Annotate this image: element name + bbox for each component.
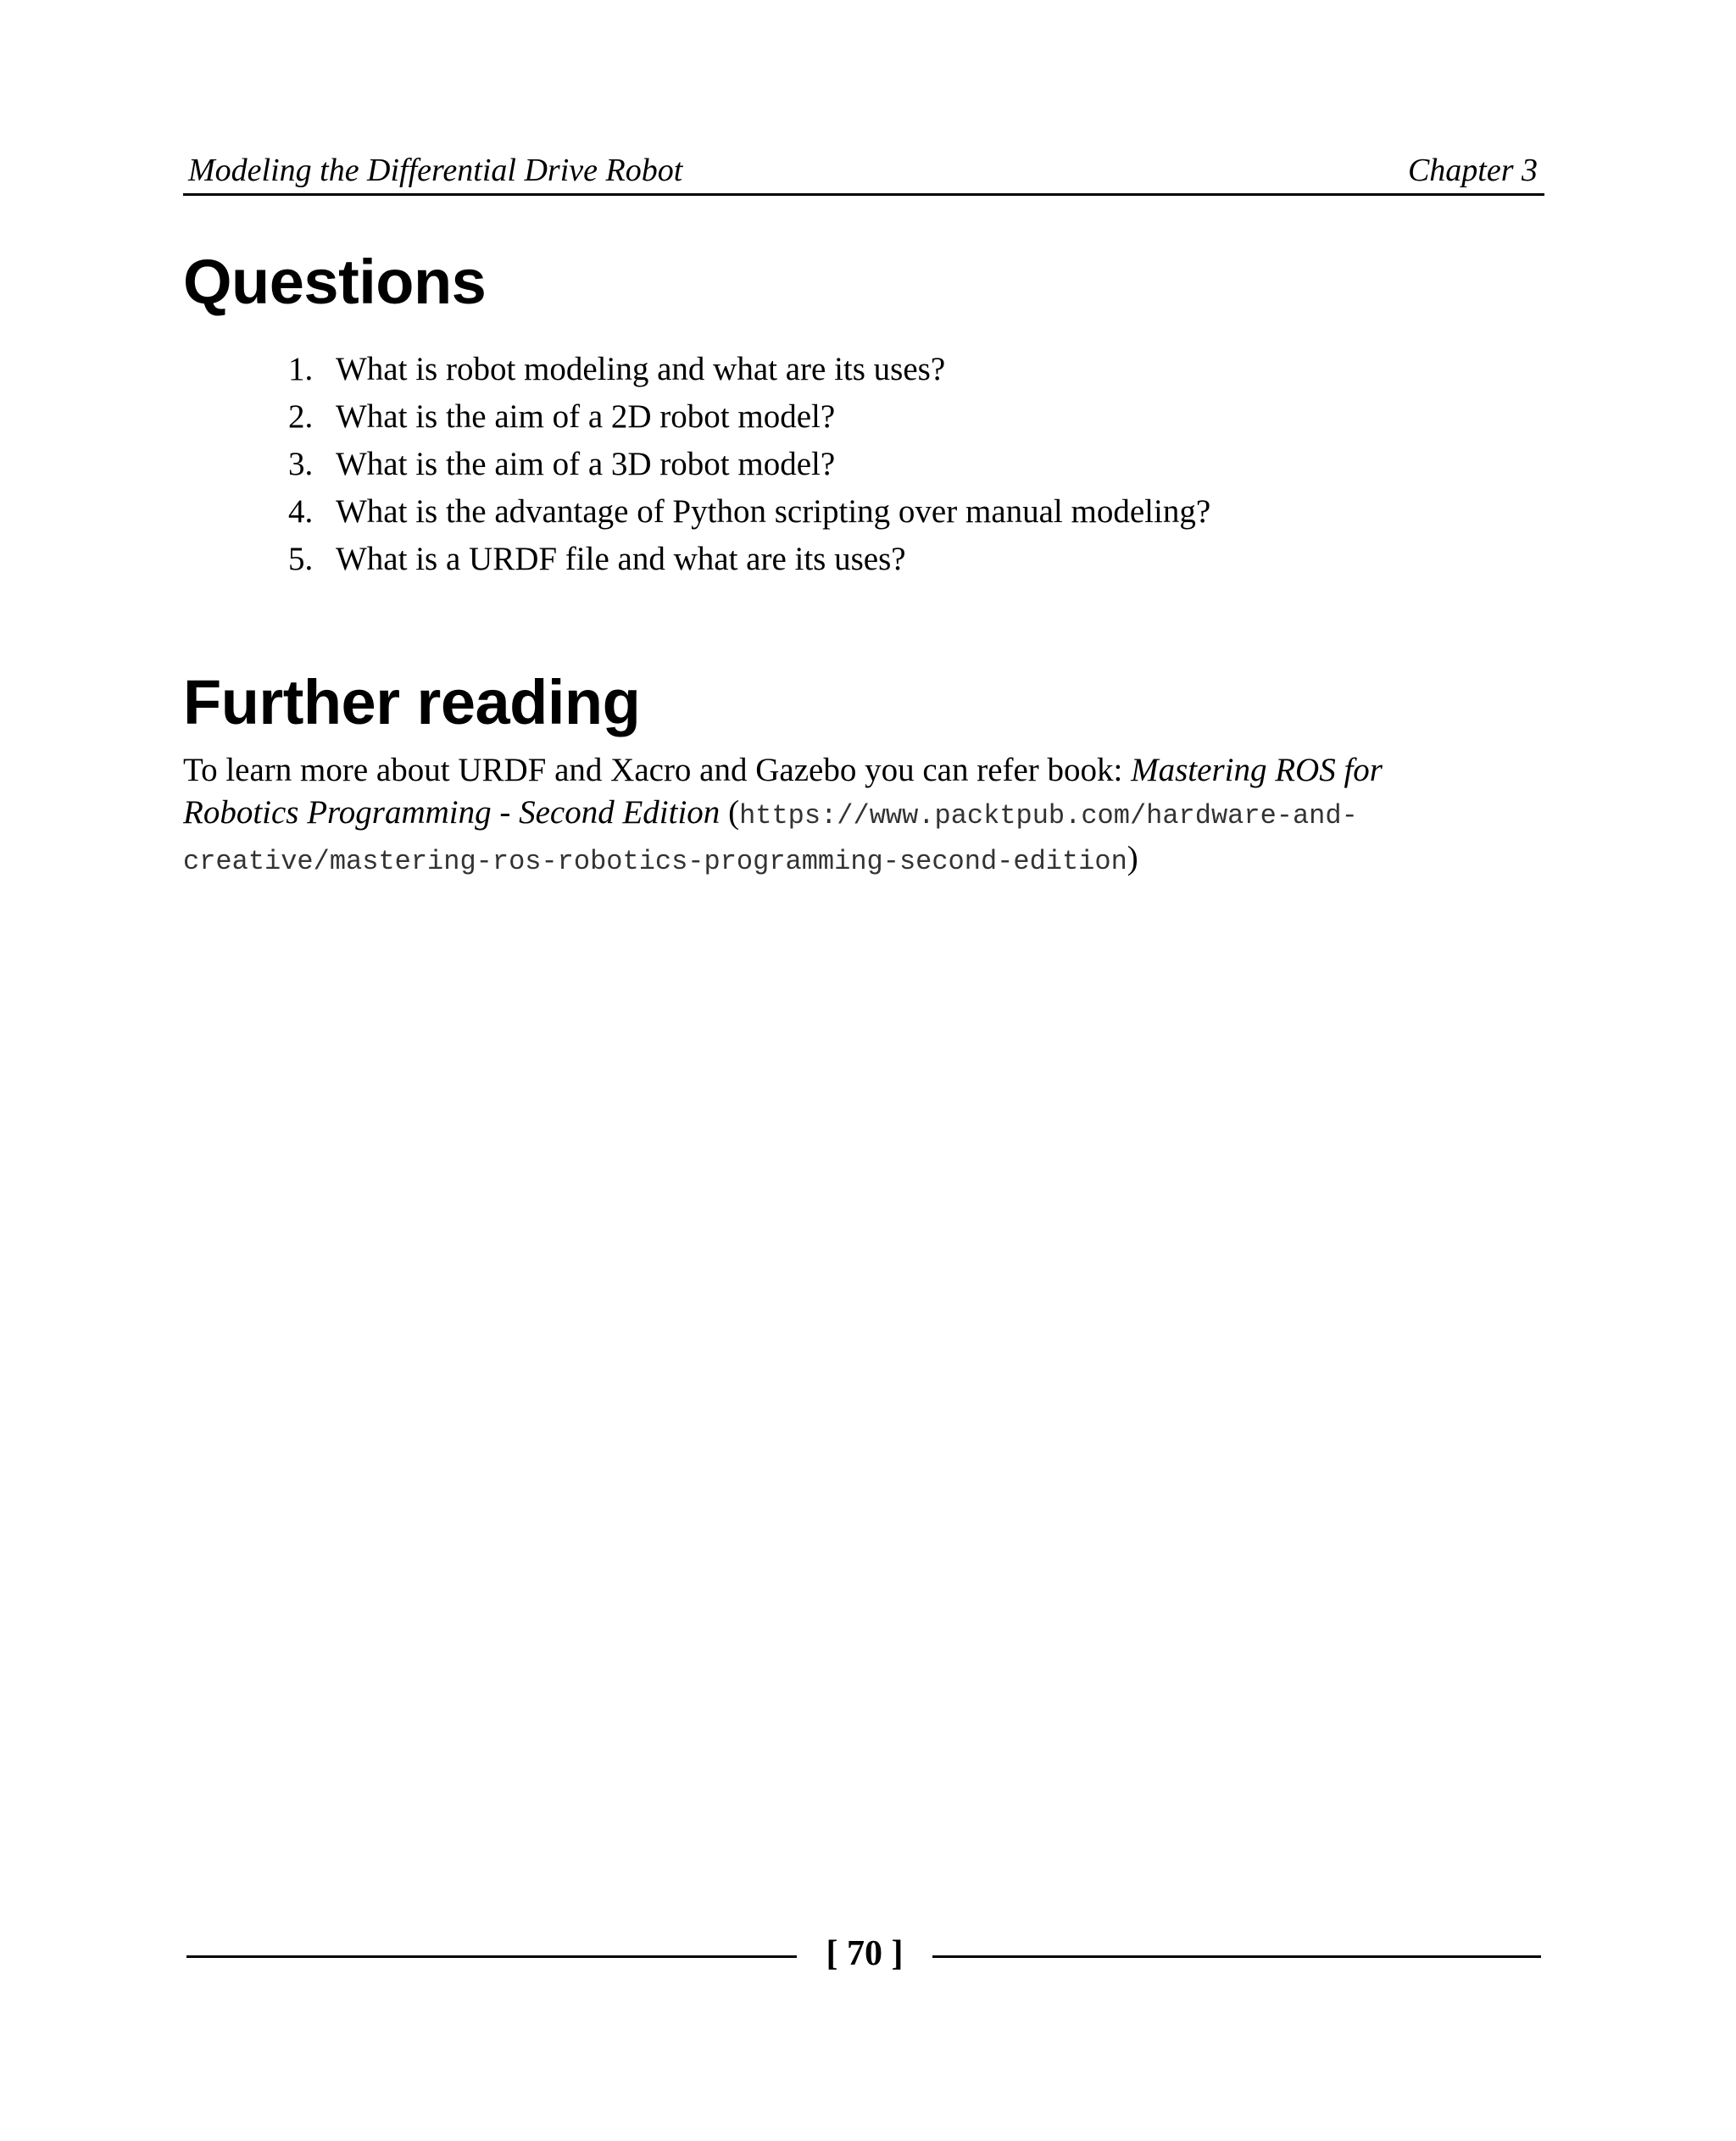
questions-heading: Questions	[183, 247, 487, 317]
list-item-text: What is the aim of a 2D robot model?	[336, 398, 836, 435]
list-item-number: 5.	[288, 541, 314, 577]
further-reading-intro: To learn more about URDF and Xacro and Gazebo you can refer book:	[183, 752, 1132, 788]
paragraph-line-1	[183, 749, 1548, 792]
list-item	[288, 488, 1210, 536]
list-item-text: What is a URDF file and what are its uses?	[336, 541, 906, 577]
list-item	[288, 393, 1210, 441]
list-item	[288, 536, 1210, 583]
book-url-part1[interactable]: https://www.packtpub.com/hardware-and-	[739, 800, 1358, 831]
questions-list	[288, 346, 1210, 583]
list-item-number: 3.	[288, 446, 314, 482]
list-item	[288, 441, 1210, 488]
book-title-part1: Mastering ROS for	[1131, 752, 1383, 788]
list-item-number: 2.	[288, 398, 314, 435]
chapter-number: Chapter 3	[1407, 153, 1538, 188]
list-item-number: 4.	[288, 493, 314, 530]
footer-rule-right	[932, 1955, 1541, 1958]
page-number: [ 70 ]	[826, 1934, 904, 1973]
list-item-text: What is the advantage of Python scripting over manual modeling?	[336, 493, 1211, 530]
paragraph-line-3	[183, 837, 1548, 883]
open-paren: (	[720, 794, 740, 831]
list-item-text: What is robot modeling and what are its uses?	[336, 351, 946, 387]
book-url-part2[interactable]: creative/mastering-ros-robotics-programming-second-edition	[183, 846, 1127, 877]
further-reading-paragraph	[183, 749, 1548, 883]
list-item-text: What is the aim of a 3D robot model?	[336, 446, 836, 482]
list-item	[288, 346, 1210, 393]
list-item-number: 1.	[288, 351, 314, 387]
chapter-title: Modeling the Differential Drive Robot	[188, 153, 683, 188]
paragraph-line-2	[183, 792, 1548, 837]
footer-rule-left	[186, 1955, 797, 1958]
book-title-part2: Robotics Programming - Second Edition	[183, 794, 721, 831]
further-reading-heading: Further reading	[183, 667, 641, 737]
running-header	[183, 144, 1544, 196]
close-paren: )	[1127, 840, 1138, 876]
